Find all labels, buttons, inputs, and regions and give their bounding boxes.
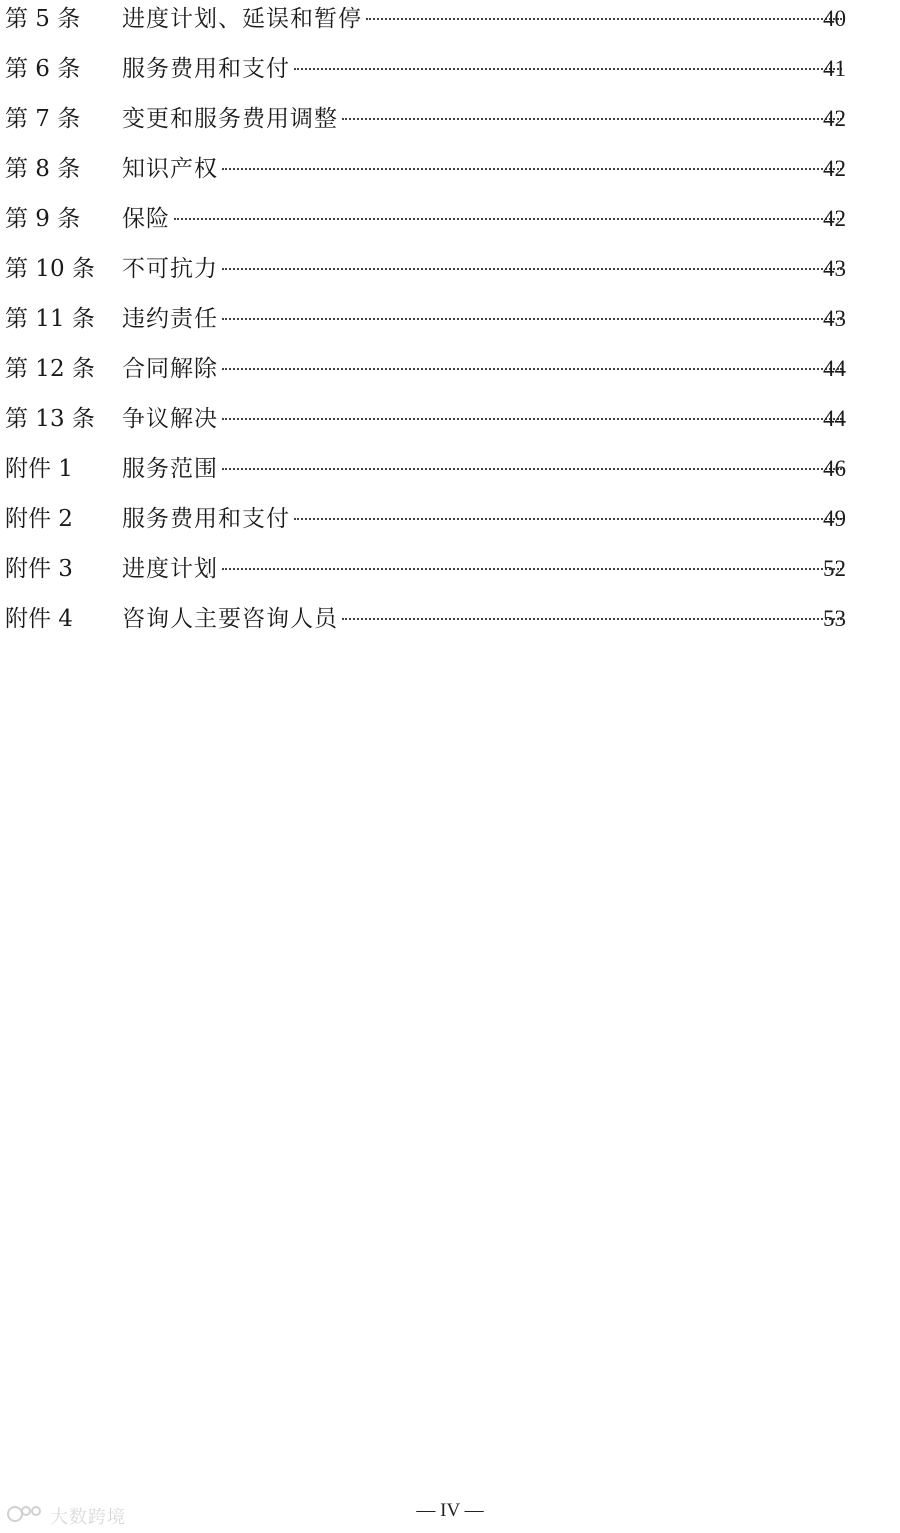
- toc-item-page: 44: [823, 406, 846, 431]
- toc-dot-leader: [222, 468, 842, 470]
- toc-item-number: 附件 2: [5, 506, 73, 532]
- toc-item-number: 第 9 条: [5, 206, 81, 232]
- toc-dot-leader: [222, 368, 842, 370]
- toc-item-page: 40: [823, 6, 846, 31]
- toc-row[interactable]: [0, 252, 900, 286]
- toc-item-page: 44: [823, 356, 846, 381]
- toc-dot-leader: [174, 218, 842, 220]
- toc-item-title: 不可抗力: [122, 256, 218, 282]
- toc-item-title: 咨询人主要咨询人员: [122, 606, 338, 632]
- toc-item-number: 第 8 条: [5, 156, 81, 182]
- toc-item-number: 第 10 条: [5, 256, 95, 282]
- toc-dot-leader: [366, 18, 842, 20]
- toc-item-title: 知识产权: [122, 156, 218, 182]
- toc-row[interactable]: [0, 102, 900, 136]
- toc-item-title: 合同解除: [122, 356, 218, 382]
- toc-dot-leader: [222, 568, 842, 570]
- toc-row[interactable]: [0, 152, 900, 186]
- toc-item-title: 争议解决: [122, 406, 218, 432]
- page-number: — IV —: [416, 1500, 484, 1521]
- toc-row[interactable]: [0, 402, 900, 436]
- toc-row[interactable]: [0, 2, 900, 36]
- toc-item-page: 53: [823, 606, 846, 631]
- toc-item-title: 违约责任: [122, 306, 218, 332]
- toc-item-number: 第 12 条: [5, 356, 95, 382]
- toc-item-page: 46: [823, 456, 846, 481]
- toc-dot-leader: [222, 168, 842, 170]
- toc-row[interactable]: [0, 502, 900, 536]
- toc-item-title: 服务费用和支付: [122, 56, 290, 82]
- toc-item-page: 43: [823, 306, 846, 331]
- toc-row[interactable]: [0, 52, 900, 86]
- toc-dot-leader: [342, 118, 842, 120]
- toc-item-number: 附件 1: [5, 456, 73, 482]
- toc-item-page: 49: [823, 506, 846, 531]
- toc-dot-leader: [294, 518, 842, 520]
- toc-row[interactable]: [0, 452, 900, 486]
- toc-item-title: 变更和服务费用调整: [122, 106, 338, 132]
- toc-item-page: 42: [823, 206, 846, 231]
- toc-item-number: 第 13 条: [5, 406, 95, 432]
- toc-row[interactable]: [0, 602, 900, 636]
- toc-item-number: 第 6 条: [5, 56, 81, 82]
- toc-item-page: 42: [823, 106, 846, 131]
- toc-dot-leader: [222, 418, 842, 420]
- toc-item-page: 43: [823, 256, 846, 281]
- toc-dot-leader: [222, 268, 842, 270]
- toc-item-page: 52: [823, 556, 846, 581]
- toc-row[interactable]: [0, 202, 900, 236]
- watermark-text: 大数跨境: [50, 1507, 126, 1528]
- toc-item-title: 进度计划: [122, 556, 218, 582]
- toc-row[interactable]: [0, 552, 900, 586]
- toc-row[interactable]: [0, 352, 900, 386]
- toc-dot-leader: [222, 318, 842, 320]
- toc-dot-leader: [294, 68, 842, 70]
- toc-item-page: 41: [823, 56, 846, 81]
- toc-item-title: 进度计划、延误和暂停: [122, 6, 362, 32]
- toc-item-number: 第 11 条: [5, 306, 95, 332]
- toc-item-number: 第 5 条: [5, 6, 81, 32]
- toc-item-page: 42: [823, 156, 846, 181]
- toc-item-title: 服务范围: [122, 456, 218, 482]
- toc-dot-leader: [342, 618, 842, 620]
- toc-row[interactable]: [0, 302, 900, 336]
- toc-item-number: 附件 4: [5, 606, 73, 632]
- toc-item-title: 保险: [122, 206, 170, 232]
- toc-item-number: 附件 3: [5, 556, 73, 582]
- toc-item-number: 第 7 条: [5, 106, 81, 132]
- toc-item-title: 服务费用和支付: [122, 506, 290, 532]
